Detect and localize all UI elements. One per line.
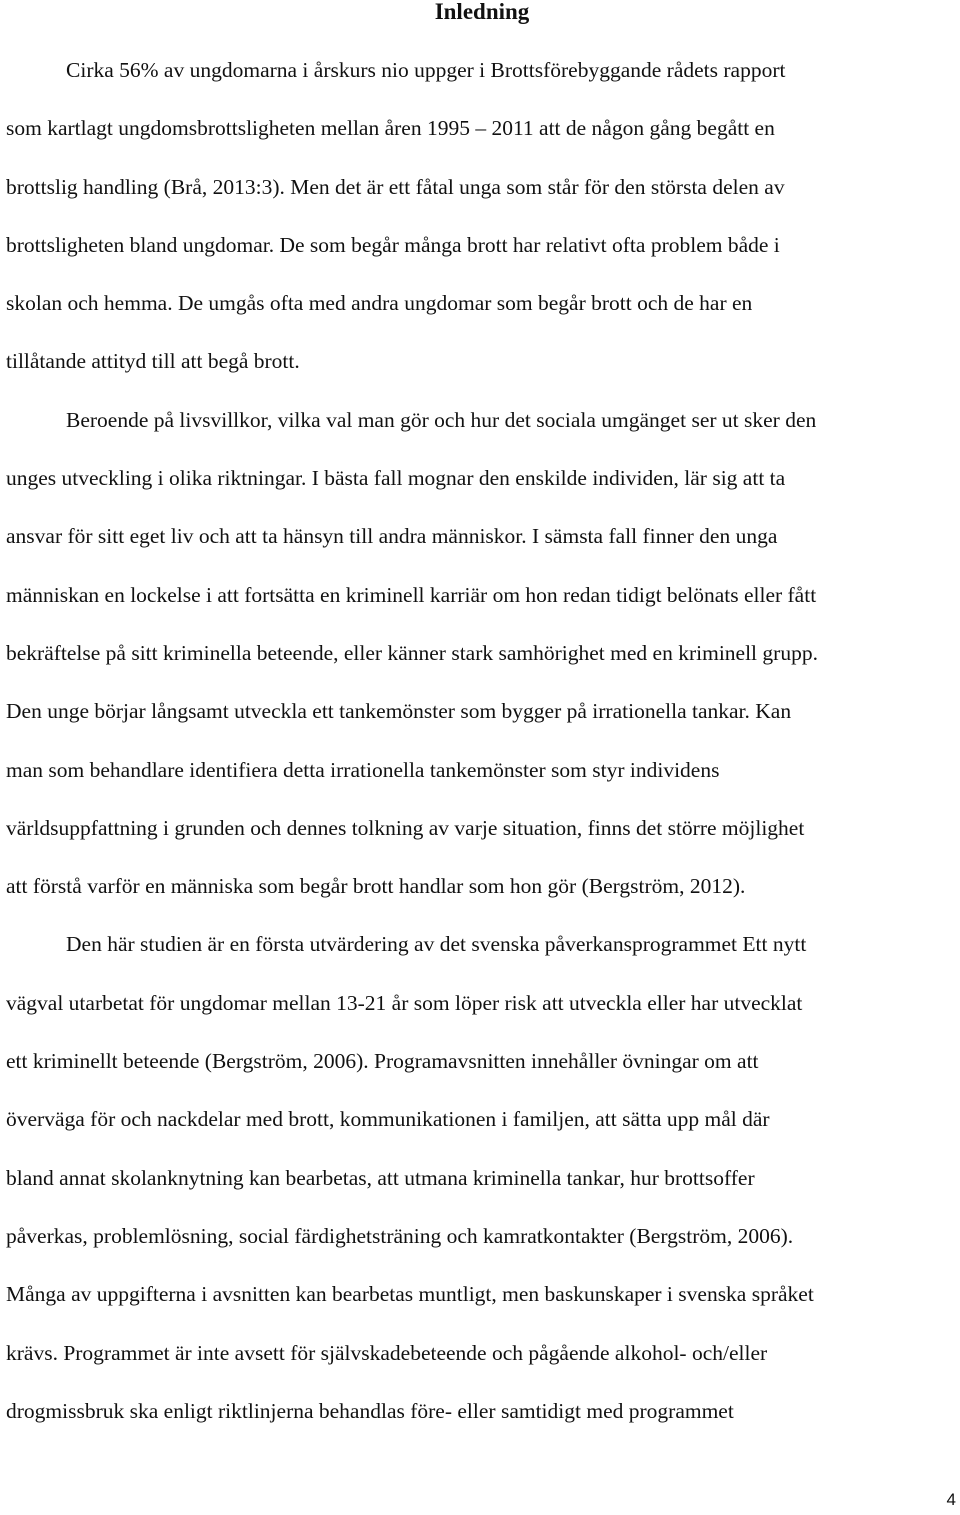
text-line: vägval utarbetat för ungdomar mellan 13-21 år som löper risk att utveckla eller har utvecklat — [6, 990, 803, 1015]
paragraph-1 — [6, 41, 960, 391]
text-line: brottslig handling (Brå, 2013:3). Men det är ett fåtal unga som står för den största delen av — [6, 174, 785, 199]
text-line: Den unge börjar långsamt utveckla ett tankemönster som bygger på irrationella tankar. Kan — [6, 699, 792, 724]
text-line: brottsligheten bland ungdomar. De som begår många brott har relativt ofta problem både i — [6, 232, 780, 257]
paragraph-2 — [6, 391, 960, 916]
text-line: världsuppfattning i grunden och dennes tolkning av varje situation, finns det större möjlighet — [6, 815, 805, 840]
text-line: påverkas, problemlösning, social färdighetsträning och kamratkontakter (Bergström, 2006). — [6, 1223, 794, 1248]
text-line: bekräftelse på sitt kriminella beteende, eller känner stark samhörighet med en kriminell grupp. — [6, 640, 818, 665]
text-line: ansvar för sitt eget liv och att ta hänsyn till andra människor. I sämsta fall finner den unga — [6, 524, 778, 549]
text-line: att förstå varför en människa som begår brott handlar som hon gör (Bergström, 2012). — [6, 874, 746, 899]
text-line: drogmissbruk ska enligt riktlinjerna behandlas före- eller samtidigt med programmet — [6, 1398, 734, 1423]
body-text — [6, 41, 960, 1440]
text-line: Cirka 56% av ungdomarna i årskurs nio uppger i Brottsförebyggande rådets rapport — [66, 58, 786, 82]
section-heading: Inledning — [434, 0, 530, 24]
text-line: unges utveckling i olika riktningar. I bästa fall mognar den enskilde individen, lär sig att ta — [6, 466, 786, 491]
text-line: tillåtande attityd till att begå brott. — [6, 349, 300, 374]
text-line: man som behandlare identifiera detta irrationella tankemönster som styr individens — [6, 757, 720, 782]
text-line: krävs. Programmet är inte avsett för självskadebeteende och pågående alkohol- och/eller — [6, 1340, 768, 1365]
text-line: människan en lockelse i att fortsätta en kriminell karriär om hon redan tidigt belönats eller fått — [6, 582, 817, 607]
text-line: Beroende på livsvillkor, vilka val man gör och hur det sociala umgänget ser ut sker den — [66, 407, 817, 432]
text-line: överväga för och nackdelar med brott, kommunikationen i familjen, att sätta upp mål där — [6, 1107, 770, 1132]
text-line: som kartlagt ungdomsbrottsligheten mellan åren 1995 – 2011 att de någon gång begått en — [6, 116, 775, 141]
text-line: skolan och hemma. De umgås ofta med andra ungdomar som begår brott och de har en — [6, 291, 753, 316]
text-line: Den här studien är en första utvärdering av det svenska påverkansprogrammet Ett nytt — [66, 932, 807, 957]
text-line: Många av uppgifterna i avsnitten kan bearbetas muntligt, men baskunskaper i svenska språket — [6, 1282, 814, 1307]
text-line: bland annat skolanknytning kan bearbetas, att utmana kriminella tankar, hur brottsoffer — [6, 1165, 755, 1190]
text-line: ett kriminellt beteende (Bergström, 2006). Programavsnitten innehåller övningar om att — [6, 1049, 759, 1074]
page-number: 4 — [946, 1490, 956, 1509]
paragraph-3 — [6, 915, 960, 1440]
